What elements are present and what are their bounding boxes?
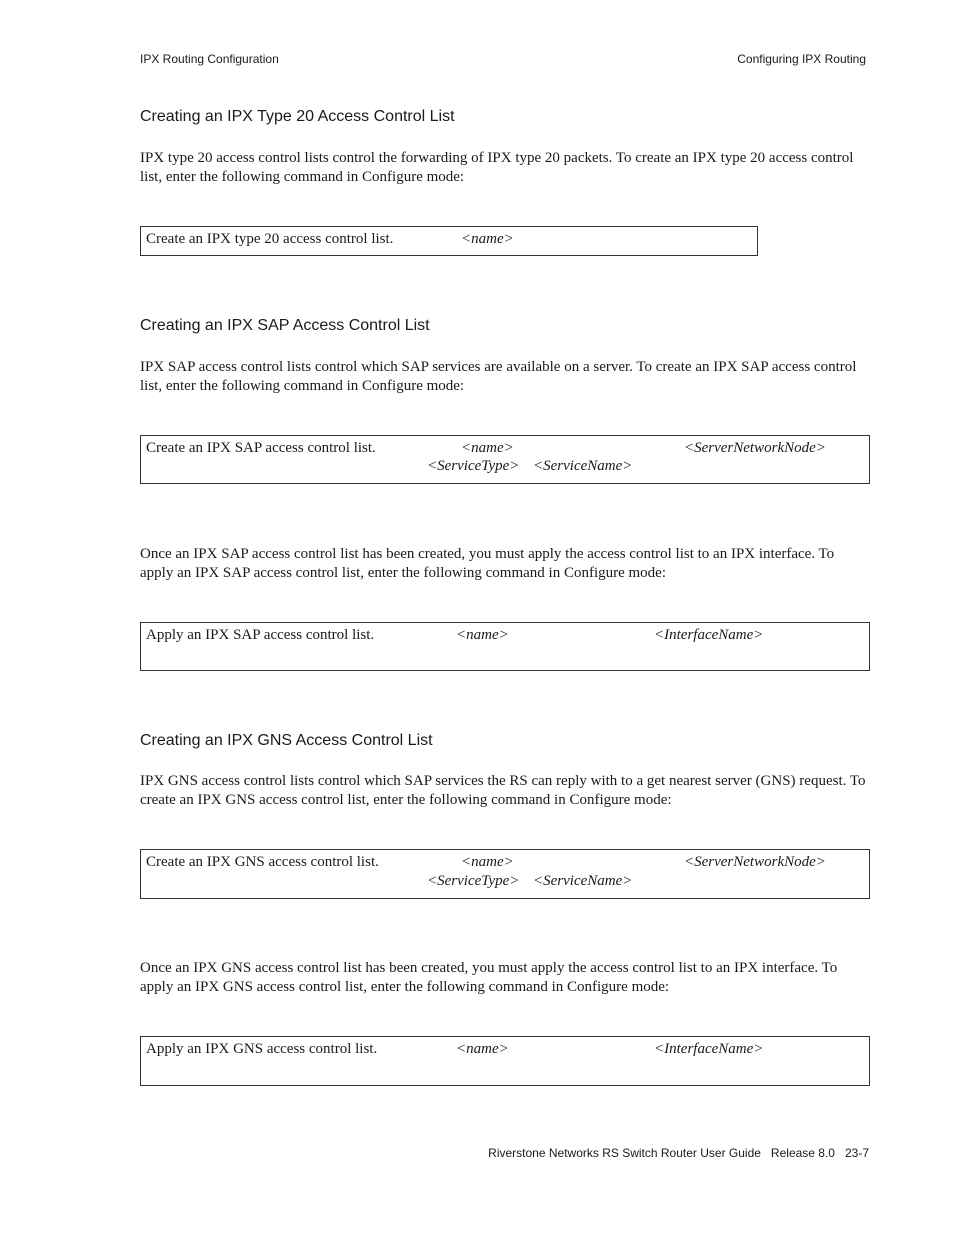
header-right: Configuring IPX Routing (737, 52, 866, 66)
command-description: Create an IPX type 20 access control list. (146, 231, 394, 247)
command-description: Apply an IPX SAP access control list. (146, 627, 375, 643)
command-arg-service-name: <ServiceName> (533, 873, 633, 889)
command-arg-interface-name: <InterfaceName> (654, 1041, 764, 1057)
command-description: Create an IPX GNS access control list. (146, 854, 379, 870)
section-heading-sap: Creating an IPX SAP Access Control List (140, 317, 430, 334)
command-arg-name: <name> (456, 627, 509, 643)
section-para-gns: IPX GNS access control lists control which SAP services the RS can reply with to a get nearest server (GNS) request. To create an IPX GNS access control list, enter the following command in Configure mode: (140, 773, 866, 808)
header-left: IPX Routing Configuration (140, 52, 279, 66)
command-arg-name: <name> (461, 854, 514, 870)
section-para-sap-apply: Once an IPX SAP access control list has been created, you must apply the access control list to an IPX interface. To apply an IPX SAP access control list, enter the following command in Configure mode: (140, 546, 835, 581)
command-arg-service-type: <ServiceType> (427, 458, 520, 474)
command-arg-server-network-node: <ServerNetworkNode> (684, 854, 826, 870)
command-arg-service-type: <ServiceType> (427, 873, 520, 889)
command-arg-interface-name: <InterfaceName> (654, 627, 764, 643)
page-footer: Riverstone Networks RS Switch Router User Guide Release 8.0 23-7 (488, 1146, 869, 1160)
section-heading-type20: Creating an IPX Type 20 Access Control List (140, 108, 455, 125)
command-arg-name: <name> (461, 231, 514, 247)
command-table-type20 (140, 226, 758, 256)
command-arg-name: <name> (456, 1041, 509, 1057)
command-arg-server-network-node: <ServerNetworkNode> (684, 440, 826, 456)
section-heading-gns: Creating an IPX GNS Access Control List (140, 732, 433, 749)
section-para-type20: IPX type 20 access control lists control the forwarding of IPX type 20 packets. To create an IPX type 20 access control list, enter the following command in Configure mode: (140, 150, 854, 185)
command-table-sap-create (140, 435, 870, 484)
section-para-gns-apply: Once an IPX GNS access control list has been created, you must apply the access control list to an IPX interface. To apply an IPX GNS access control list, enter the following command in Configure mode: (140, 960, 838, 995)
command-arg-service-name: <ServiceName> (533, 458, 633, 474)
command-description: Apply an IPX GNS access control list. (146, 1041, 378, 1057)
section-para-sap: IPX SAP access control lists control which SAP services are available on a server. To create an IPX SAP access control list, enter the following command in Configure mode: (140, 359, 857, 394)
command-table-gns-create (140, 849, 870, 899)
command-table-sap-apply (140, 622, 870, 671)
command-table-gns-apply (140, 1036, 870, 1086)
command-arg-name: <name> (461, 440, 514, 456)
command-description: Create an IPX SAP access control list. (146, 440, 376, 456)
